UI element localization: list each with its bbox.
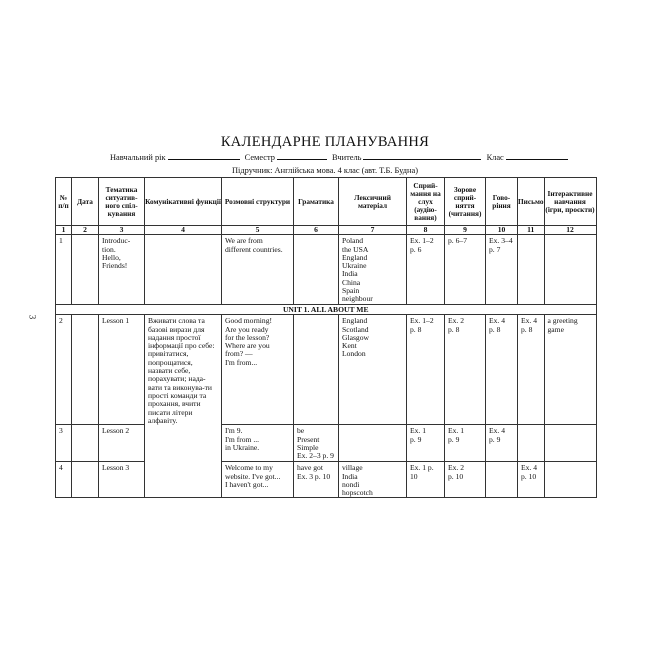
writing-cell: Ex. 4 p. 8	[518, 315, 545, 425]
column-number: 9	[445, 226, 486, 235]
column-number: 12	[544, 226, 596, 235]
table-row	[56, 315, 597, 425]
column-number: 2	[72, 226, 99, 235]
speaking-cell: Ex. 3–4 p. 7	[486, 235, 518, 305]
column-number: 1	[56, 226, 72, 235]
listening-cell: Ex. 1–2 p. 8	[407, 315, 445, 425]
semester-blank	[277, 151, 327, 160]
header-cell: Граматика	[294, 178, 339, 226]
header-cell: Дата	[72, 178, 99, 226]
vocab-cell: village India nondi hopscotch	[339, 462, 407, 498]
vocab-cell	[339, 425, 407, 462]
grammar-cell: be Present Simple Ex. 2–3 p. 9	[294, 425, 339, 462]
date-cell[interactable]	[72, 425, 99, 462]
year-blank	[168, 151, 240, 160]
topic-cell: Lesson 3	[99, 462, 145, 498]
column-number: 6	[294, 226, 339, 235]
speaking-cell	[486, 462, 518, 498]
vocab-cell: England Scotland Glasgow Kent London	[339, 315, 407, 425]
planning-table	[55, 177, 597, 498]
column-number-row	[56, 226, 597, 235]
table-row	[56, 462, 597, 498]
grammar-cell: have got Ex. 3 p. 10	[294, 462, 339, 498]
semester-label: Семестр	[244, 153, 275, 162]
writing-cell	[518, 425, 545, 462]
header-cell: № п/п	[56, 178, 72, 226]
column-number: 10	[486, 226, 518, 235]
reading-cell: Ex. 1 p. 9	[445, 425, 486, 462]
vocab-cell: Poland the USA England Ukraine India China Spain neighbour	[339, 235, 407, 305]
structures-cell: Welcome to my website. I've got... I haven't got...	[222, 462, 294, 498]
topic-cell: Lesson 2	[99, 425, 145, 462]
row-number: 4	[56, 462, 72, 498]
row-number: 1	[56, 235, 72, 305]
interactive-cell	[544, 462, 596, 498]
row-number: 3	[56, 425, 72, 462]
functions-cell	[145, 235, 222, 305]
unit-heading-row	[56, 305, 597, 315]
table-row	[56, 235, 597, 305]
column-number: 4	[145, 226, 222, 235]
interactive-cell	[544, 235, 596, 305]
date-cell[interactable]	[72, 235, 99, 305]
column-number: 8	[407, 226, 445, 235]
column-number: 11	[518, 226, 545, 235]
speaking-cell: Ex. 4 p. 9	[486, 425, 518, 462]
header-cell: Зорове сприй-няття (читання)	[445, 178, 486, 226]
column-number: 7	[339, 226, 407, 235]
topic-cell: Lesson 1	[99, 315, 145, 425]
header-cell: Інтерактивне навчання (ігри, проєкти)	[544, 178, 596, 226]
header-cell: Письмо	[518, 178, 545, 226]
structures-cell: I'm 9. I'm from ... in Ukraine.	[222, 425, 294, 462]
writing-cell	[518, 235, 545, 305]
year-label: Навчальний рік	[110, 153, 166, 162]
grammar-cell	[294, 235, 339, 305]
listening-cell: Ex. 1 p. 10	[407, 462, 445, 498]
teacher-blank	[363, 151, 481, 160]
reading-cell: p. 6–7	[445, 235, 486, 305]
writing-cell: Ex. 4 p. 10	[518, 462, 545, 498]
header-cell: Лексичний матеріал	[339, 178, 407, 226]
header-cell: Розмовні структури	[222, 178, 294, 226]
listening-cell: Ex. 1 p. 9	[407, 425, 445, 462]
header-cell: Гово-ріння	[486, 178, 518, 226]
unit-title: UNIT 1. ALL ABOUT ME	[56, 305, 597, 315]
header-cell: Тематика ситуатив-ного спіл-кування	[99, 178, 145, 226]
speaking-cell: Ex. 4 p. 8	[486, 315, 518, 425]
functions-cell: Вживати слова та базові вирази для надання простої інформації про себе: привітатися, попрощатися, назвати себе, порахувати; нада-вати та виконува-ти прості команди та прохання, вчити писати літери алфавіту.	[145, 315, 222, 498]
class-label: Клас	[486, 153, 504, 162]
interactive-cell: a greeting game	[544, 315, 596, 425]
structures-cell: Good morning! Are you ready for the lesson? Where are you from? — I'm from...	[222, 315, 294, 425]
column-number: 5	[222, 226, 294, 235]
date-cell[interactable]	[72, 315, 99, 425]
interactive-cell	[544, 425, 596, 462]
textbook-line: Підручник: Англійська мова. 4 клас (авт. Т.Б. Будна)	[231, 166, 419, 175]
document-title: КАЛЕНДАРНЕ ПЛАНУВАННЯ	[220, 134, 430, 150]
meta-line	[110, 151, 571, 162]
teacher-label: Вчитель	[332, 153, 362, 162]
header-cell: Сприй-мання на слух (аудію-вання)	[407, 178, 445, 226]
row-number: 2	[56, 315, 72, 425]
header-cell: Комунікативні функції	[145, 178, 222, 226]
listening-cell: Ex. 1–2 p. 6	[407, 235, 445, 305]
header-row	[56, 178, 597, 226]
class-blank	[506, 151, 568, 160]
date-cell[interactable]	[72, 462, 99, 498]
topic-cell: Introduc- tion. Hello, Friends!	[99, 235, 145, 305]
reading-cell: Ex. 2 p. 8	[445, 315, 486, 425]
table-row	[56, 425, 597, 462]
structures-cell: We are from different countries.	[222, 235, 294, 305]
page-number: 3	[27, 314, 38, 320]
grammar-cell	[294, 315, 339, 425]
reading-cell: Ex. 2 p. 10	[445, 462, 486, 498]
column-number: 3	[99, 226, 145, 235]
